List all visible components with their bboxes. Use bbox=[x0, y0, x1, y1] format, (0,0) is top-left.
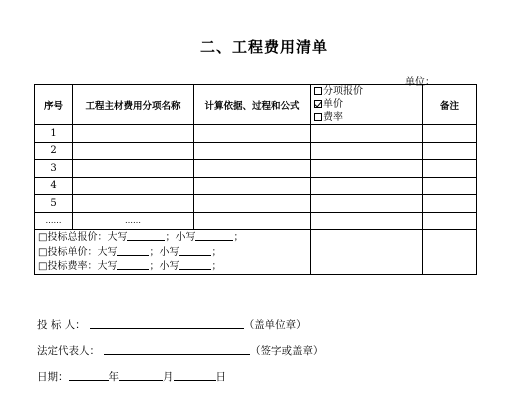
table-row bbox=[35, 142, 477, 160]
row-seq: 1 bbox=[35, 125, 73, 143]
cell[interactable] bbox=[194, 177, 311, 195]
unit-price-line: □投标单价：大写 ；小写 ； bbox=[38, 246, 222, 258]
rate-upper-field[interactable] bbox=[117, 259, 149, 270]
cell[interactable] bbox=[423, 142, 477, 160]
table-row bbox=[35, 212, 477, 230]
unit-price-upper-field[interactable] bbox=[117, 245, 149, 256]
year-field[interactable] bbox=[69, 369, 109, 381]
option-item-quote[interactable]: 分项报价 bbox=[314, 85, 419, 98]
header-remark: 备注 bbox=[423, 85, 477, 125]
header-options bbox=[311, 85, 423, 125]
cell[interactable] bbox=[194, 160, 311, 178]
cell[interactable] bbox=[423, 230, 477, 275]
unit-price-lower-field[interactable] bbox=[179, 245, 211, 256]
bidder-field[interactable] bbox=[90, 317, 244, 329]
cell[interactable] bbox=[311, 160, 423, 178]
cell[interactable] bbox=[311, 212, 423, 230]
unit-label: 单位： bbox=[405, 77, 435, 88]
rate-lower-field[interactable] bbox=[179, 259, 211, 270]
day-field[interactable] bbox=[174, 369, 216, 381]
cell[interactable] bbox=[311, 195, 423, 213]
table-row bbox=[35, 160, 477, 178]
cell[interactable] bbox=[73, 177, 194, 195]
cell[interactable] bbox=[73, 160, 194, 178]
table-row bbox=[35, 195, 477, 213]
cell[interactable] bbox=[423, 177, 477, 195]
cost-table bbox=[34, 84, 477, 275]
cell[interactable] bbox=[194, 195, 311, 213]
cell[interactable] bbox=[73, 195, 194, 213]
page-title: 二、工程费用清单 bbox=[199, 38, 328, 56]
table-row bbox=[35, 125, 477, 143]
bidder-line: 投 标 人： （盖单位章） bbox=[37, 319, 307, 331]
option-rate[interactable]: 费率 bbox=[314, 111, 419, 124]
option-unit-price[interactable]: 单价 bbox=[314, 98, 419, 111]
cell[interactable] bbox=[194, 125, 311, 143]
row-seq: …… bbox=[35, 212, 73, 230]
cell[interactable] bbox=[311, 230, 423, 275]
legal-rep-field[interactable] bbox=[104, 343, 250, 355]
cell-ellipsis: …… bbox=[73, 212, 194, 230]
cell[interactable] bbox=[423, 160, 477, 178]
summary-row bbox=[35, 230, 477, 275]
total-quote-lower-field[interactable] bbox=[195, 230, 233, 241]
cell[interactable] bbox=[423, 212, 477, 230]
row-seq: 4 bbox=[35, 177, 73, 195]
table-header-row bbox=[35, 85, 477, 125]
checkbox-icon[interactable] bbox=[314, 87, 322, 95]
total-quote-line: □投标总报价：大写 ；小写 ； bbox=[38, 232, 244, 243]
legal-rep-line: 法定代表人： （签字或盖章） bbox=[37, 345, 324, 357]
rate-line: □投标费率：大写 ；小写 ； bbox=[38, 261, 222, 272]
checkbox-icon[interactable] bbox=[314, 113, 322, 121]
total-quote-upper-field[interactable] bbox=[127, 230, 165, 241]
row-seq: 2 bbox=[35, 142, 73, 160]
cell[interactable] bbox=[194, 142, 311, 160]
table-row bbox=[35, 177, 477, 195]
row-seq: 3 bbox=[35, 160, 73, 178]
cell[interactable] bbox=[73, 142, 194, 160]
checkbox-checked-icon[interactable] bbox=[314, 100, 322, 108]
cell[interactable] bbox=[311, 125, 423, 143]
header-item-name: 工程主材费用分项名称 bbox=[73, 85, 194, 125]
date-line: 日期： 年 月 日 bbox=[37, 371, 226, 383]
cell[interactable] bbox=[423, 195, 477, 213]
cell[interactable] bbox=[423, 125, 477, 143]
header-seq: 序号 bbox=[35, 85, 73, 125]
cell[interactable] bbox=[73, 125, 194, 143]
cell[interactable] bbox=[311, 142, 423, 160]
header-basis: 计算依据、过程和公式 bbox=[194, 85, 311, 125]
cell[interactable] bbox=[311, 177, 423, 195]
summary-cell bbox=[35, 230, 311, 275]
row-seq: 5 bbox=[35, 195, 73, 213]
cell[interactable] bbox=[194, 212, 311, 230]
month-field[interactable] bbox=[119, 369, 163, 381]
